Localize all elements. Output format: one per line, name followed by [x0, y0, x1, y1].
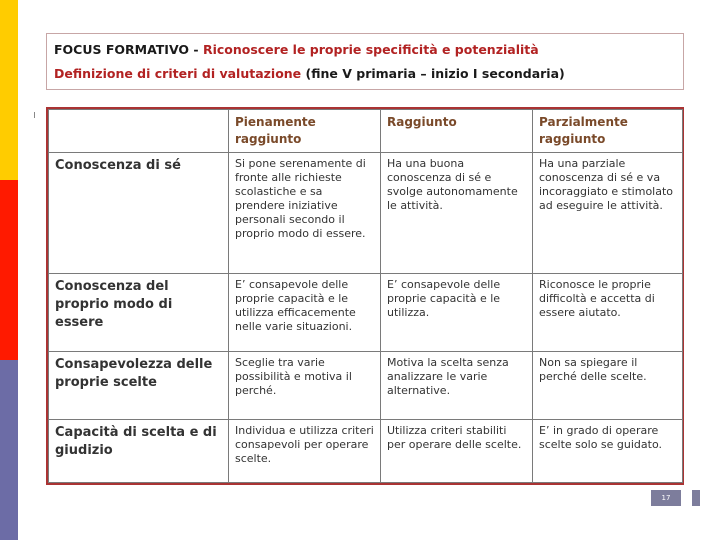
- table-cell: Riconosce le proprie difficoltà e accetta di essere aiutato.: [533, 274, 683, 352]
- table-row: [49, 420, 683, 483]
- slide-mark: [34, 112, 35, 118]
- table-cell: Individua e utilizza criteri consapevoli per operare scelte.: [229, 420, 381, 483]
- criteria-table: [46, 107, 684, 485]
- table-row: [49, 274, 683, 352]
- page-badge-decoration: [692, 490, 700, 506]
- row-title: Conoscenza di sé: [49, 153, 229, 274]
- column-header-fully-achieved: Pienamente raggiunto: [229, 110, 381, 153]
- table-cell: E’ consapevole delle proprie capacità e le utilizza efficacemente nelle varie situazioni.: [229, 274, 381, 352]
- table-header-row: [49, 110, 683, 153]
- accent-strip-yellow: [0, 0, 18, 180]
- title-subject: Riconoscere le proprie specificità e potenzialità: [202, 42, 539, 57]
- table-cell: Ha una buona conoscenza di sé e svolge autonomamente le attività.: [381, 153, 533, 274]
- column-header-partially-achieved: Parzialmente raggiunto: [533, 110, 683, 153]
- table-cell: Motiva la scelta senza analizzare le varie alternative.: [381, 352, 533, 420]
- table-cell: E’ in grado di operare scelte solo se guidato.: [533, 420, 683, 483]
- title-label: FOCUS FORMATIVO -: [54, 42, 199, 57]
- table-cell: Utilizza criteri stabiliti per operare delle scelte.: [381, 420, 533, 483]
- row-title: Consapevolezza delle proprie scelte: [49, 352, 229, 420]
- table-cell: E’ consapevole delle proprie capacità e le utilizza.: [381, 274, 533, 352]
- table-cell: Sceglie tra varie possibilità e motiva il perché.: [229, 352, 381, 420]
- table-cell: Si pone serenamente di fronte alle richieste scolastiche e sa prendere iniziative personali secondo il proprio modo di essere.: [229, 153, 381, 274]
- table-row: [49, 352, 683, 420]
- subtitle-scope: (fine V primaria – inizio I secondaria): [305, 66, 565, 81]
- table-cell: Ha una parziale conoscenza di sé e va incoraggiato e stimolato ad eseguire le attività.: [533, 153, 683, 274]
- column-header-empty: [49, 110, 229, 153]
- accent-strip-blue: [0, 360, 18, 540]
- title-line-1: [54, 42, 539, 57]
- column-header-achieved: Raggiunto: [381, 110, 533, 153]
- row-title: Capacità di scelta e di giudizio: [49, 420, 229, 483]
- criteria-grid: [48, 109, 683, 483]
- title-box: [46, 33, 684, 90]
- title-line-2: [54, 66, 565, 81]
- table-row: [49, 153, 683, 274]
- page-number: 17: [651, 490, 681, 506]
- subtitle-label: Definizione di criteri di valutazione: [54, 66, 302, 81]
- table-cell: Non sa spiegare il perché delle scelte.: [533, 352, 683, 420]
- row-title: Conoscenza del proprio modo di essere: [49, 274, 229, 352]
- accent-strip-red: [0, 180, 18, 360]
